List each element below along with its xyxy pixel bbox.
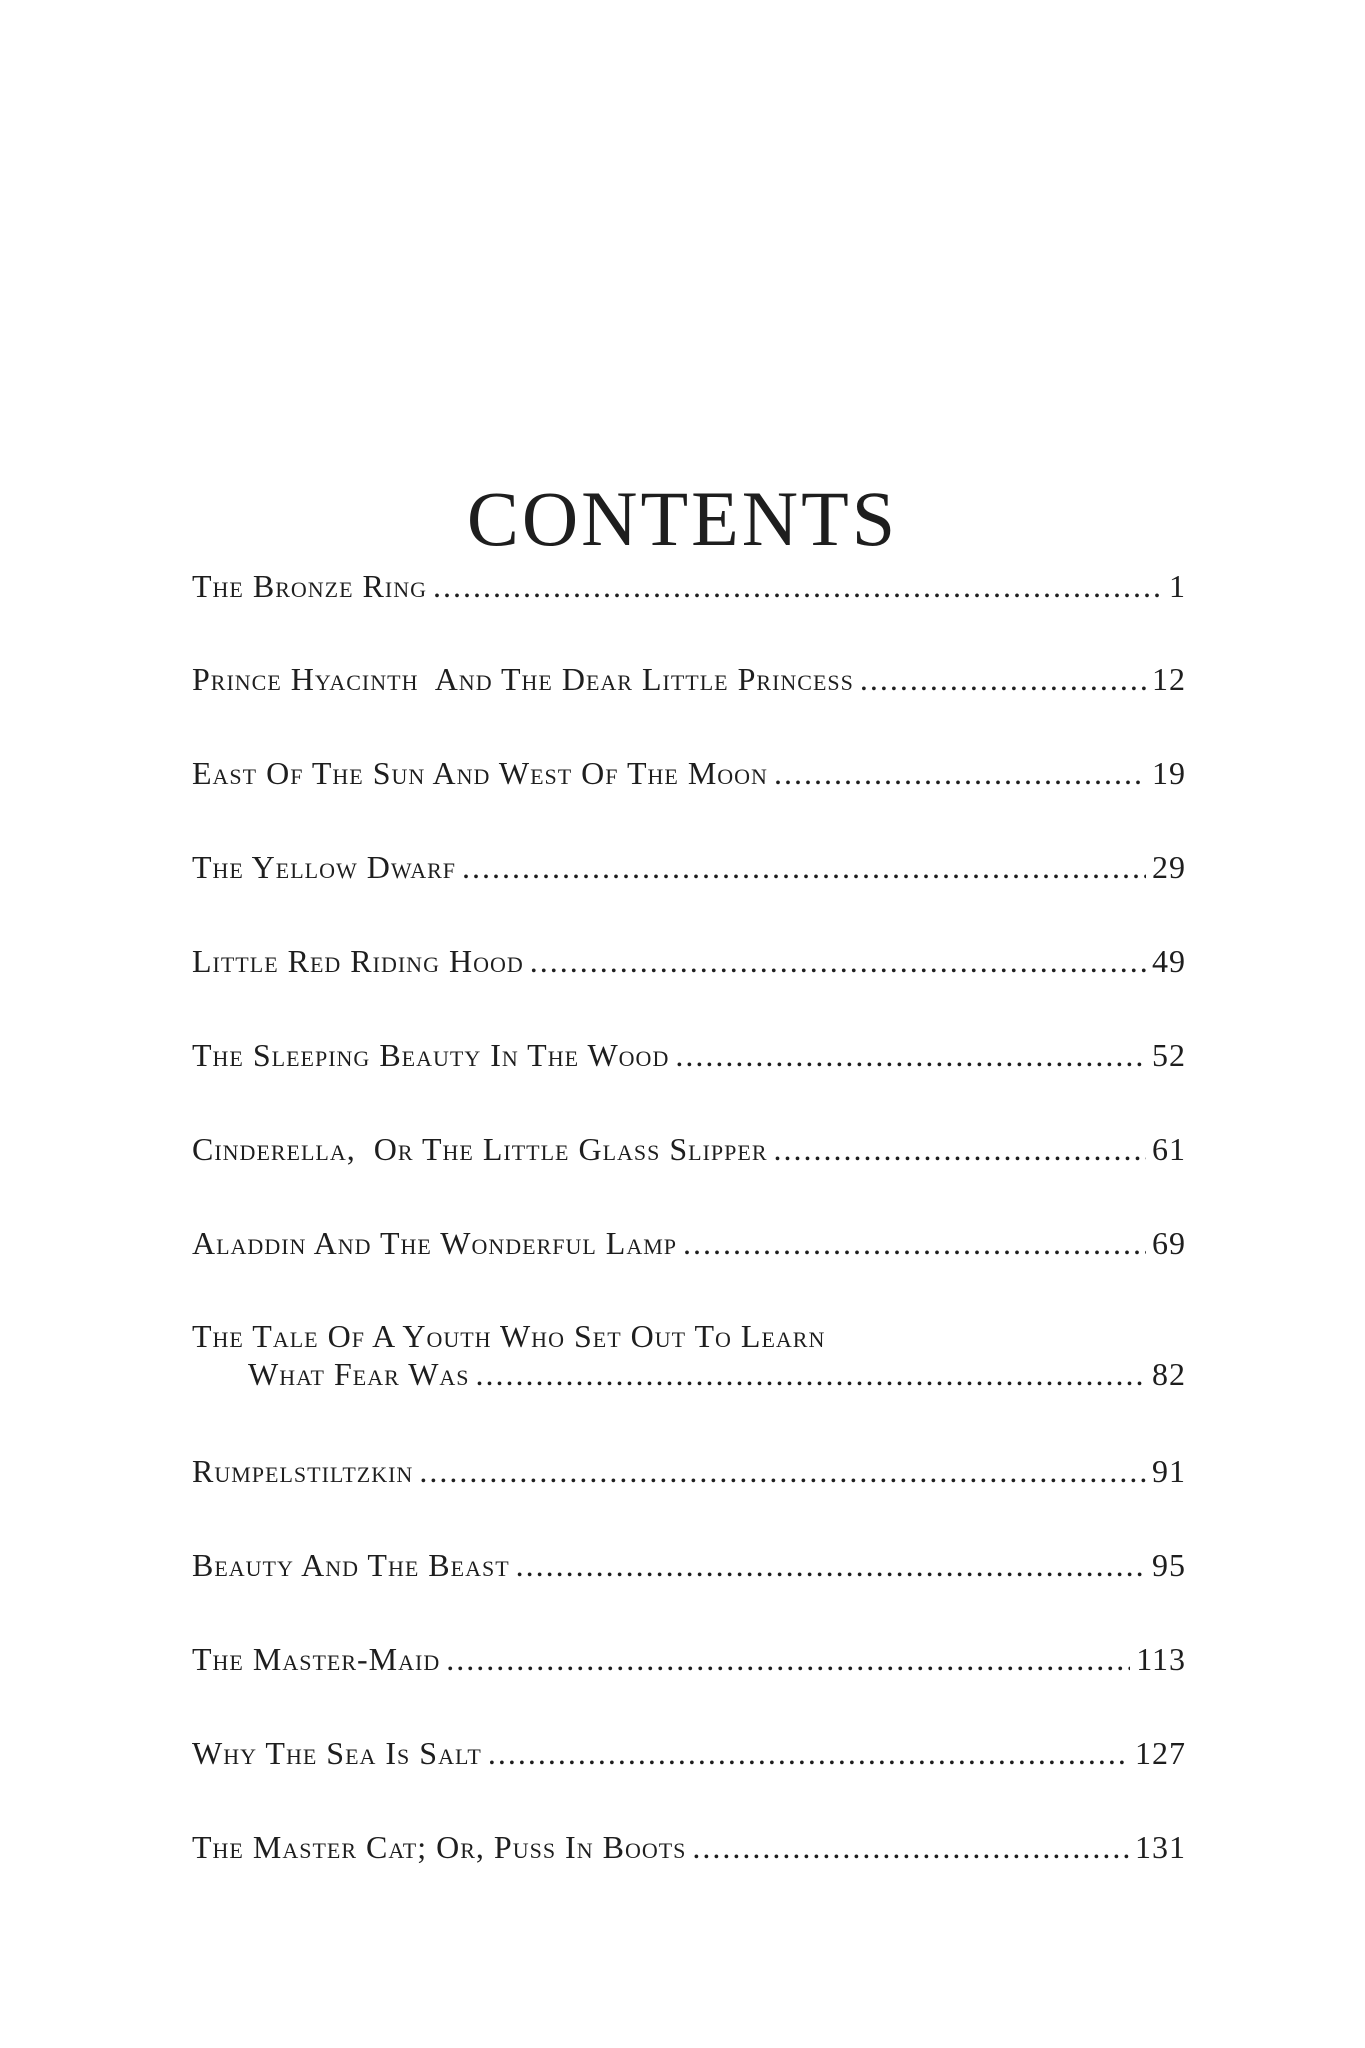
toc-entry-title: Aladdin And The Wonderful Lamp — [192, 1225, 678, 1261]
toc-entry-title: Little Red Riding Hood — [192, 943, 524, 979]
toc-entry — [192, 1317, 1186, 1393]
toc-entry — [192, 1545, 1186, 1585]
toc-entry — [192, 847, 1186, 887]
dot-leader — [692, 1827, 1129, 1867]
toc-entry — [192, 1639, 1186, 1679]
dot-leader — [433, 566, 1163, 606]
dot-leader — [675, 1035, 1146, 1075]
dot-leader — [860, 659, 1146, 699]
toc-entry-title: Cinderella, Or The Little Glass Slipper — [192, 1131, 768, 1167]
toc-entry-page-number: 29 — [1152, 849, 1186, 885]
toc-entry-title: The Yellow Dwarf — [192, 849, 456, 885]
toc-entry — [192, 1827, 1186, 1867]
toc-entry — [192, 1129, 1186, 1169]
dot-leader — [446, 1639, 1130, 1679]
toc-entry-page-number: 127 — [1135, 1735, 1186, 1771]
dot-leader — [476, 1355, 1146, 1393]
toc-entry — [192, 753, 1186, 793]
toc-entry-title: Why The Sea Is Salt — [192, 1735, 482, 1771]
toc-entry-page-number: 113 — [1136, 1641, 1186, 1677]
toc-entry — [192, 1223, 1186, 1263]
dot-leader — [462, 847, 1146, 887]
toc-entry — [192, 1451, 1186, 1491]
toc-entry-page-number: 91 — [1152, 1453, 1186, 1489]
toc-entry-page-number: 49 — [1152, 943, 1186, 979]
toc-entry-title: The Sleeping Beauty In The Wood — [192, 1037, 670, 1073]
dot-leader — [774, 1129, 1146, 1169]
toc-entry — [192, 1733, 1186, 1773]
toc-entry-title: Prince Hyacinth And The Dear Little Princess — [192, 661, 854, 697]
dot-leader — [488, 1733, 1129, 1773]
toc-entry-page-number: 61 — [1152, 1131, 1186, 1167]
dot-leader — [530, 941, 1146, 981]
toc-entry-title: The Master-Maid — [192, 1641, 441, 1677]
toc-entry-title: The Bronze Ring — [192, 568, 427, 604]
toc-entry-title: Rumpelstiltzkin — [192, 1453, 414, 1489]
toc-entry — [192, 1035, 1186, 1075]
toc-entry-page-number: 131 — [1135, 1829, 1186, 1865]
toc-entry-page-number: 52 — [1152, 1037, 1186, 1073]
toc-entry-title: The Tale Of A Youth Who Set Out To Learn — [192, 1318, 826, 1354]
dot-leader — [419, 1451, 1146, 1491]
toc-entry-page-number: 95 — [1152, 1547, 1186, 1583]
toc-entry — [192, 941, 1186, 981]
toc-entry-page-number: 82 — [1152, 1356, 1186, 1392]
toc-entry-page-number: 19 — [1152, 755, 1186, 791]
dot-leader — [683, 1223, 1146, 1263]
toc-entry-page-number: 1 — [1169, 568, 1186, 604]
toc-entry — [192, 566, 1186, 606]
toc-entry-title: Beauty And The Beast — [192, 1547, 510, 1583]
toc-entry — [192, 659, 1186, 699]
toc-entry-title-continued: What Fear Was — [248, 1356, 470, 1392]
toc-entry-page-number: 12 — [1152, 661, 1186, 697]
toc-entry-title: East Of The Sun And West Of The Moon — [192, 755, 768, 791]
page-title: CONTENTS — [466, 475, 899, 563]
dot-leader — [774, 753, 1146, 793]
toc-entry-page-number: 69 — [1152, 1225, 1186, 1261]
toc-entry-title: The Master Cat; Or, Puss In Boots — [192, 1829, 687, 1865]
dot-leader — [516, 1545, 1146, 1585]
